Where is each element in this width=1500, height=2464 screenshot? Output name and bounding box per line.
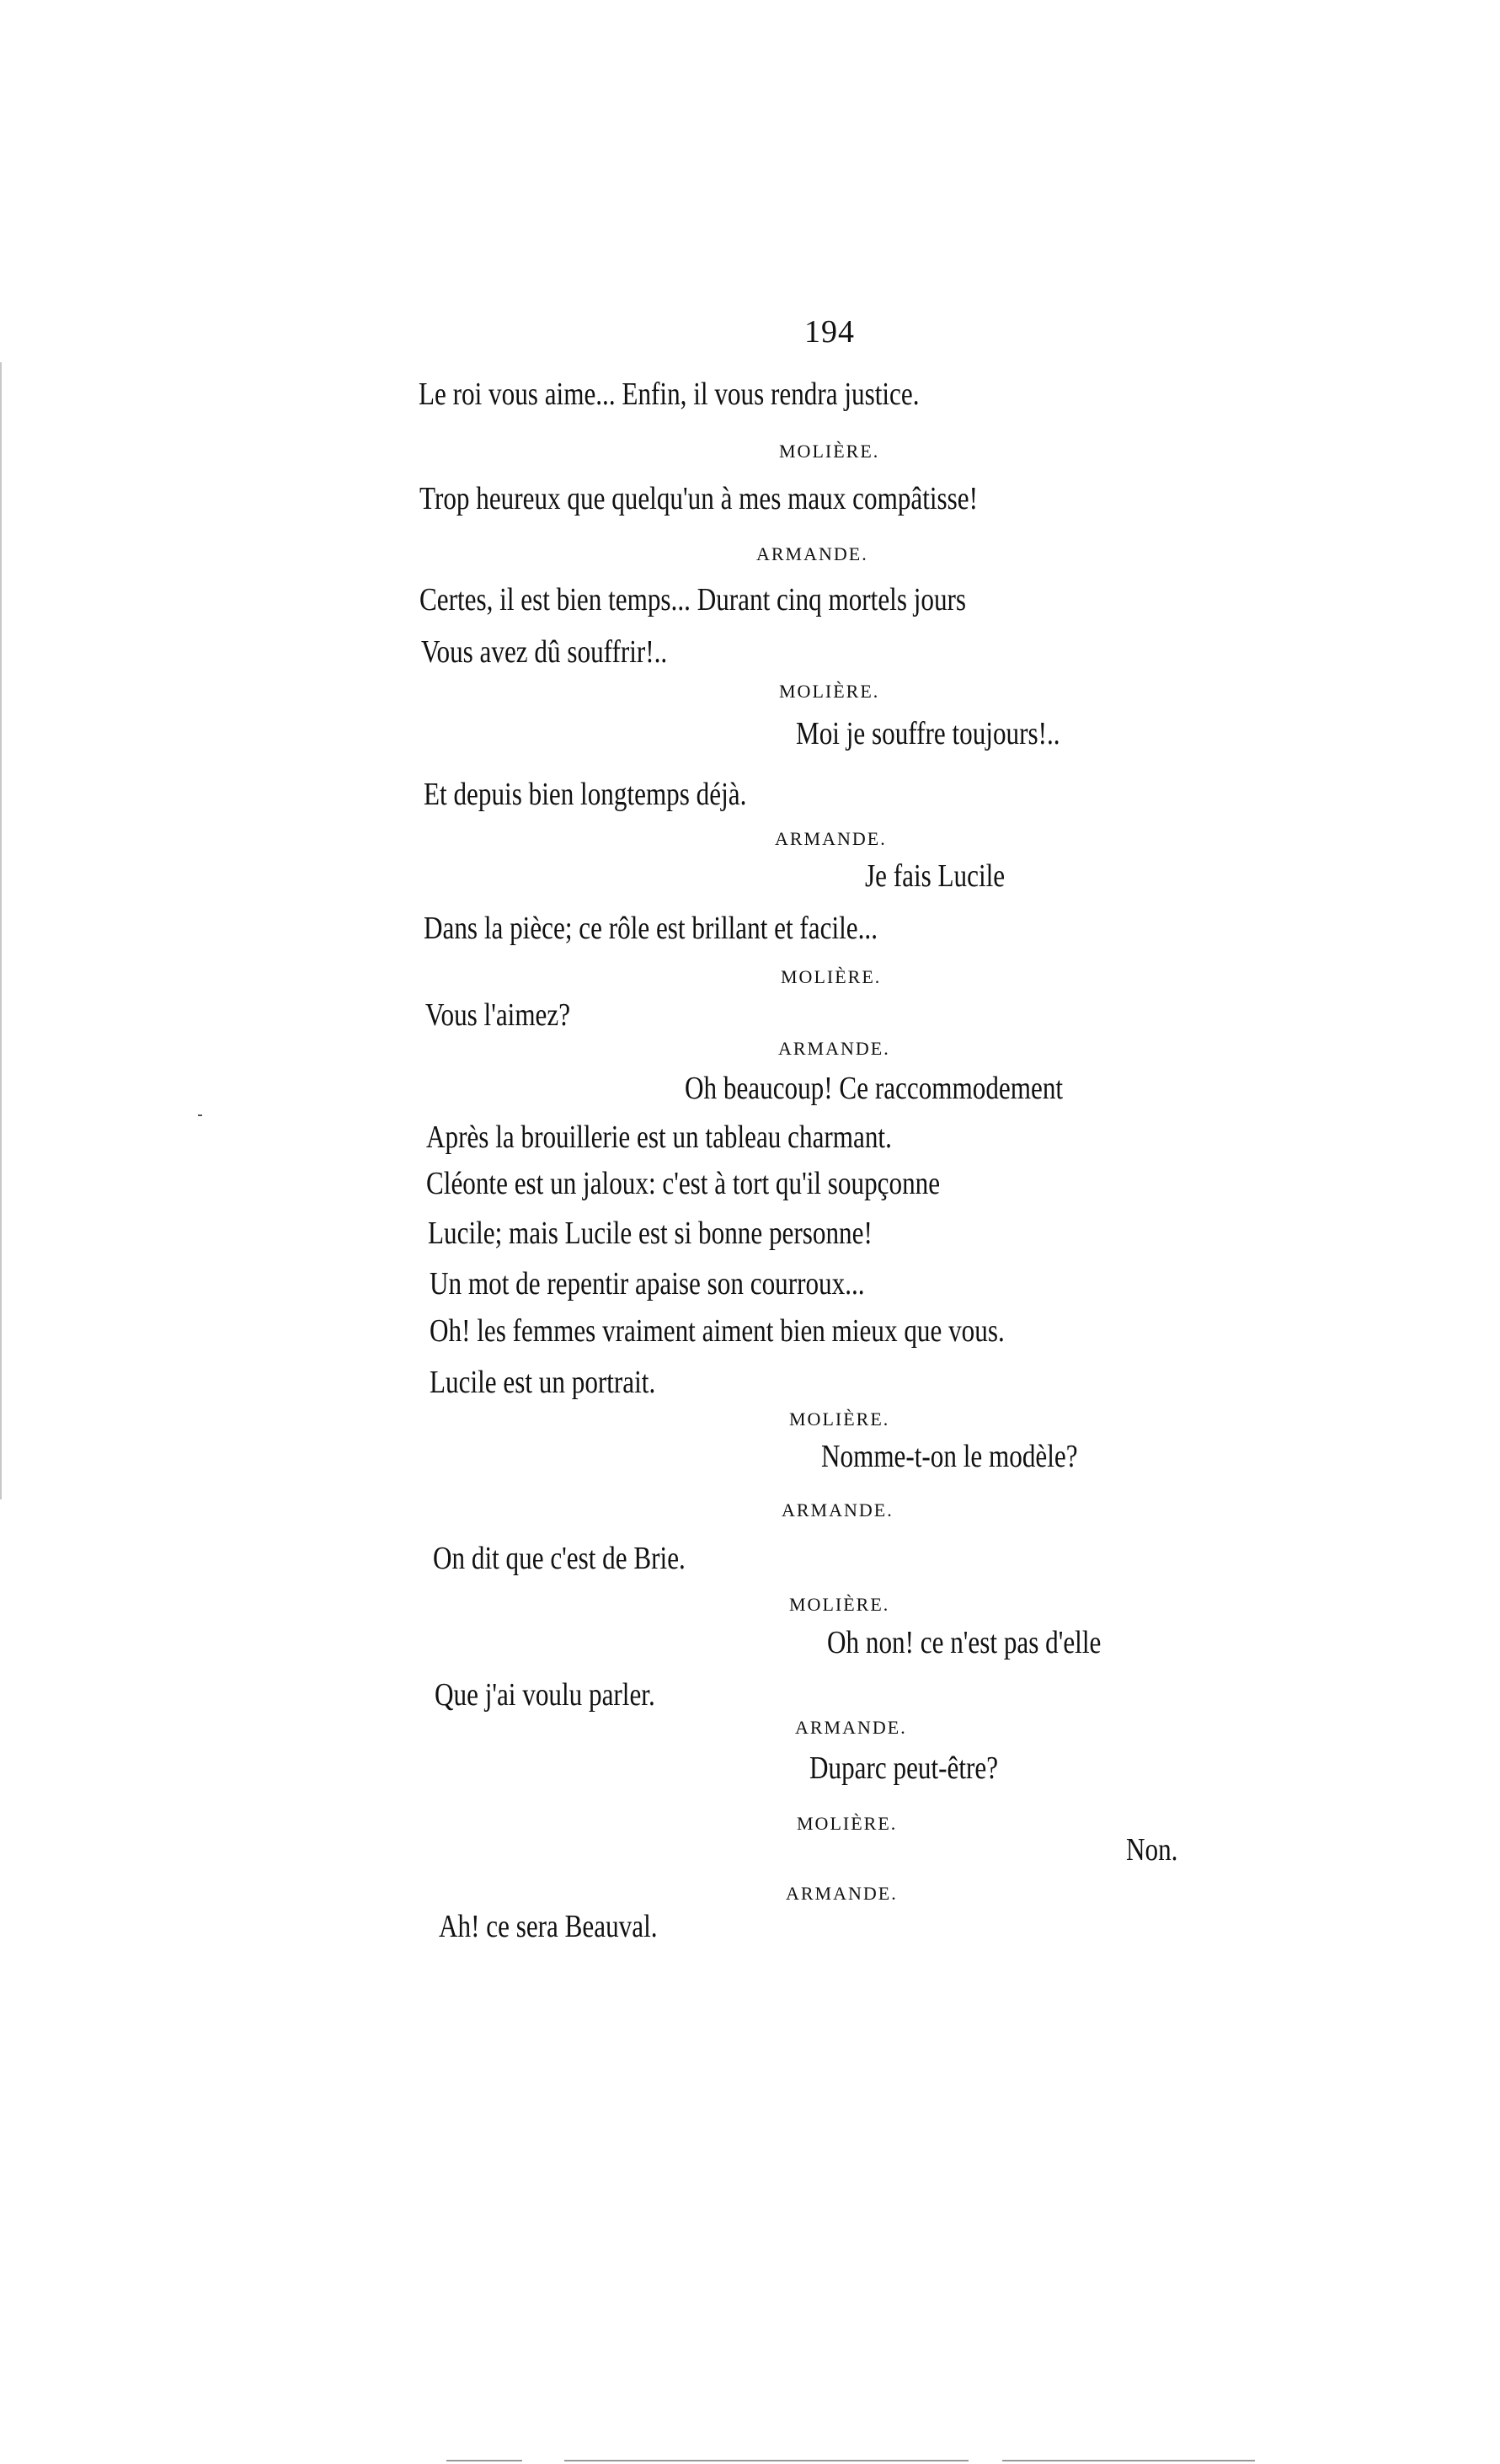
page-number: 194 [804, 314, 855, 350]
speaker-label: ARMANDE. [795, 1717, 907, 1738]
verse-line: Nomme-t-on le modèle? [821, 1439, 1078, 1474]
verse-line: Lucile; mais Lucile est si bonne personne! [428, 1216, 873, 1251]
verse-line: Trop heureux que quelqu'un à mes maux compâtisse! [419, 481, 979, 516]
speaker-label: ARMANDE. [775, 828, 887, 849]
verse-line: Un mot de repentir apaise son courroux... [430, 1266, 865, 1301]
speaker-label: ARMANDE. [782, 1499, 894, 1521]
verse-line: Oh! les femmes vraiment aiment bien mieux que vous. [430, 1313, 1005, 1349]
ink-speck [198, 1114, 202, 1116]
speaker-label: MOLIÈRE. [781, 966, 882, 987]
verse-line: Et depuis bien longtemps déjà. [424, 777, 747, 812]
speaker-label: ARMANDE. [778, 1038, 890, 1059]
verse-line: Ah! ce sera Beauval. [439, 1909, 658, 1944]
speaker-label: MOLIÈRE. [789, 1594, 890, 1615]
verse-line: Je fais Lucile [865, 858, 1006, 894]
speaker-label: MOLIÈRE. [797, 1813, 898, 1834]
bottom-rule [564, 2460, 969, 2461]
verse-line: Que j'ai voulu parler. [435, 1677, 655, 1713]
speaker-label: MOLIÈRE. [779, 441, 880, 462]
verse-line: On dit que c'est de Brie. [433, 1541, 686, 1576]
bottom-rule [1002, 2460, 1255, 2461]
verse-line: Moi je souffre toujours!.. [796, 716, 1060, 751]
left-margin-rule [0, 362, 2, 1499]
verse-line: Après la brouillerie est un tableau charmant. [426, 1120, 892, 1155]
bottom-rule [446, 2460, 522, 2461]
verse-line: Oh non! ce n'est pas d'elle [827, 1625, 1102, 1660]
verse-line: Le roi vous aime... Enfin, il vous rendra justice. [419, 377, 920, 412]
verse-line: Dans la pièce; ce rôle est brillant et facile... [424, 911, 878, 946]
verse-line: Vous l'aimez? [425, 997, 571, 1033]
verse-line: Non. [1126, 1832, 1178, 1868]
verse-line: Vous avez dû souffrir!.. [421, 634, 668, 670]
verse-line: Oh beaucoup! Ce raccommodement [685, 1071, 1064, 1106]
verse-line: Lucile est un portrait. [430, 1365, 656, 1400]
speaker-label: MOLIÈRE. [789, 1408, 890, 1430]
speaker-label: ARMANDE. [756, 543, 868, 564]
speaker-label: ARMANDE. [786, 1883, 898, 1904]
verse-line: Duparc peut-être? [809, 1750, 999, 1786]
speaker-label: MOLIÈRE. [779, 681, 880, 702]
verse-line: Cléonte est un jaloux: c'est à tort qu'il soupçonne [426, 1166, 941, 1201]
verse-line: Certes, il est bien temps... Durant cinq mortels jours [419, 582, 967, 617]
